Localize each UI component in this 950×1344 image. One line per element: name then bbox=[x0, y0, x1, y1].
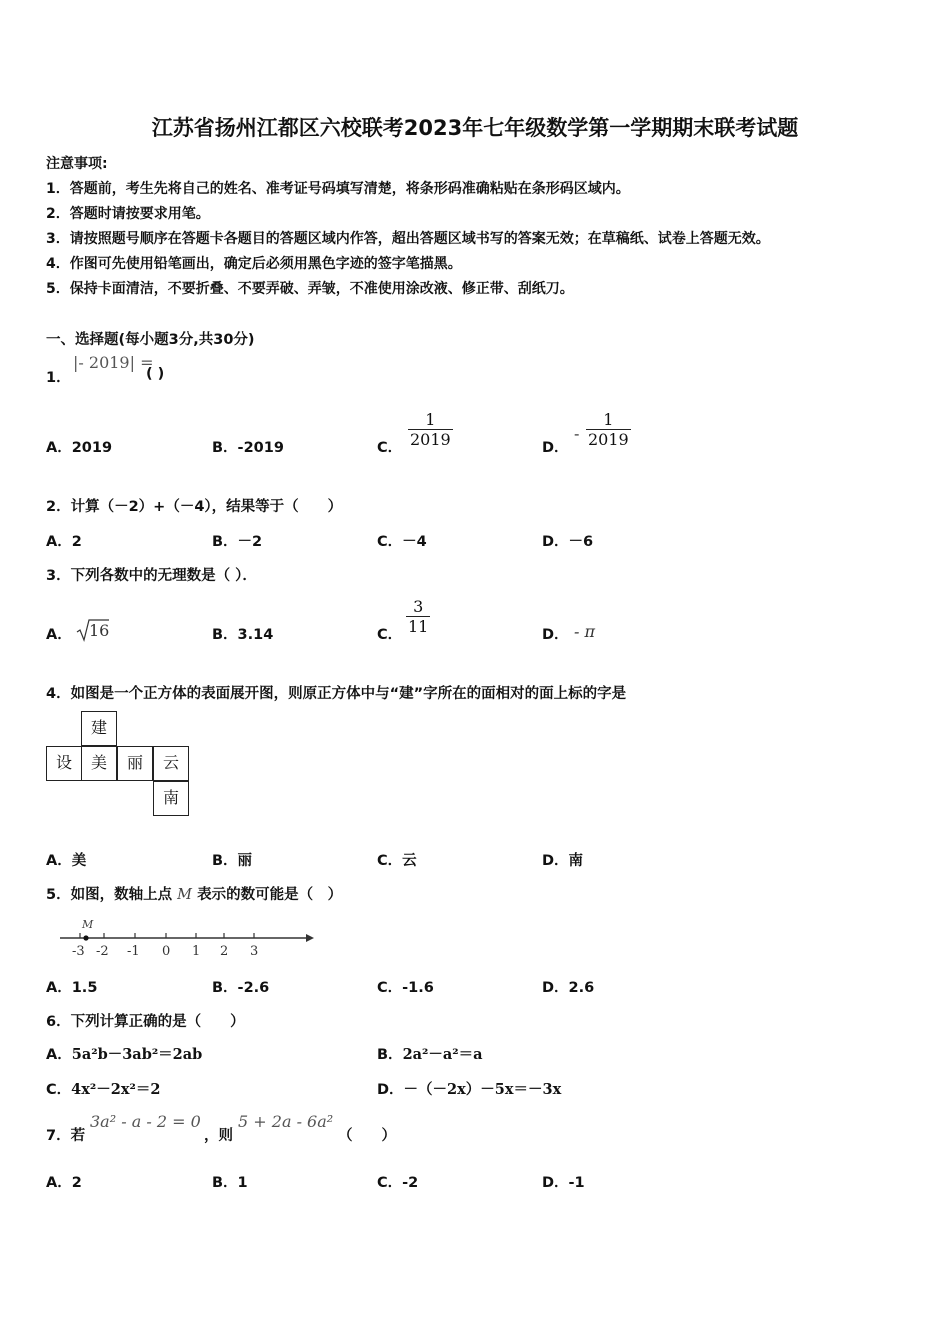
note-item-1: 1．答题前，考生先将自己的姓名、准考证号码填写清楚，将条形码准确粘贴在条形码区域内。 bbox=[46, 181, 630, 197]
q5-text-var: M bbox=[177, 887, 193, 903]
q3-c-denominator: 11 bbox=[408, 617, 429, 636]
q7-paren: （ ） bbox=[338, 1128, 396, 1144]
cube-face-1: 设 bbox=[46, 746, 82, 781]
q6-option-c bbox=[46, 1078, 160, 1099]
q2-text: 2．计算（－2）+（－4），结果等于（ ） bbox=[46, 499, 343, 515]
q5-option-c: C．-1.6 bbox=[377, 980, 434, 996]
q3-text: 3．下列各数中的无理数是（ ）． bbox=[46, 568, 257, 584]
q3-c-numerator: 3 bbox=[413, 597, 424, 616]
q4-option-c: C．云 bbox=[377, 853, 417, 869]
q7-mid-text: ，则 bbox=[204, 1128, 233, 1144]
q6-d-expr: －（－2x）－5x＝－3x bbox=[403, 1081, 562, 1098]
q6-text: 6．下列计算正确的是（ ） bbox=[46, 1014, 245, 1030]
note-item-3: 3．请按照题号顺序在答题卡各题目的答题区域内作答，超出答题区域书写的答案无效；在草稿纸、试卷上答题无效。 bbox=[46, 231, 770, 247]
q5-option-d: D．2.6 bbox=[542, 980, 595, 996]
q3-option-c-label: C． bbox=[377, 627, 403, 643]
q2-option-b: B．－2 bbox=[212, 534, 263, 550]
q5-option-b: B．-2.6 bbox=[212, 980, 270, 996]
q1-option-d-label: D． bbox=[542, 440, 569, 456]
q1-d-sign: - bbox=[574, 424, 580, 443]
q1-expression: |- 2019| = bbox=[73, 353, 154, 372]
note-item-4: 4．作图可先使用铅笔画出，确定后必须用黑色字迹的签字笔描黑。 bbox=[46, 256, 462, 272]
q6-option-b bbox=[377, 1043, 483, 1064]
number-line bbox=[56, 910, 318, 962]
q6-b-expr: 2a²－a²＝a bbox=[402, 1046, 483, 1063]
cube-face-bottom: 南 bbox=[153, 781, 189, 816]
q3-option-b: B．3.14 bbox=[212, 627, 274, 643]
q3-option-d-label: D． bbox=[542, 627, 569, 643]
q1-option-c-label: C． bbox=[377, 440, 403, 456]
tick-label: -1 bbox=[127, 944, 140, 959]
tick-label: 3 bbox=[250, 944, 259, 959]
q1-paren: ( ) bbox=[146, 366, 165, 382]
q1-d-numerator: 1 bbox=[603, 410, 614, 429]
q1-option-a: A．2019 bbox=[46, 440, 113, 456]
q7-option-d: D．-1 bbox=[542, 1175, 585, 1191]
q5-option-a: A．1.5 bbox=[46, 980, 98, 996]
q1-option-b: B．-2019 bbox=[212, 440, 284, 456]
q7-number: 7．若 bbox=[46, 1128, 86, 1144]
section-heading: 一、选择题(每小题3分,共30分) bbox=[46, 332, 255, 348]
q6-option-a bbox=[46, 1043, 202, 1064]
q6-c-expr: 4x²－2x²＝2 bbox=[71, 1081, 161, 1098]
page-title: 江苏省扬州江都区六校联考2023年七年级数学第一学期期末联考试题 bbox=[151, 116, 799, 140]
q1-number: 1． bbox=[46, 370, 71, 386]
q4-option-b: B．丽 bbox=[212, 853, 253, 869]
q6-a-label: A． bbox=[46, 1047, 72, 1063]
point-m-marker bbox=[83, 935, 88, 940]
q6-option-d bbox=[377, 1078, 561, 1099]
q2-option-c: C．－4 bbox=[377, 534, 427, 550]
cube-face-2: 美 bbox=[81, 746, 117, 781]
point-m-label: M bbox=[82, 918, 94, 931]
q2-option-d: D．－6 bbox=[542, 534, 594, 550]
tick-label: 0 bbox=[162, 944, 171, 959]
q1-d-denominator: 2019 bbox=[588, 430, 629, 449]
q6-d-label: D． bbox=[377, 1082, 404, 1098]
q3-d-value: - π bbox=[574, 622, 596, 641]
note-item-5: 5．保持卡面清洁，不要折叠、不要弄破、弄皱，不准使用涂改液、修正带、刮纸刀。 bbox=[46, 281, 574, 297]
q1-option-c-fraction bbox=[408, 410, 453, 449]
q4-option-a: A．美 bbox=[46, 853, 87, 869]
q7-expression-1: 3a² - a - 2 = 0 bbox=[90, 1112, 201, 1131]
q6-b-label: B． bbox=[377, 1047, 403, 1063]
q3-option-c-fraction bbox=[406, 597, 430, 636]
q3-option-a-label: A． bbox=[46, 627, 72, 643]
q7-option-c: C．-2 bbox=[377, 1175, 419, 1191]
q5-text-a: 5．如图，数轴上点 bbox=[46, 887, 173, 903]
notes-heading: 注意事项: bbox=[46, 156, 108, 172]
q4-text: 4．如图是一个正方体的表面展开图，则原正方体中与“建”字所在的面相对的面上标的字是 bbox=[46, 686, 627, 702]
q1-c-numerator: 1 bbox=[425, 410, 436, 429]
cube-face-3: 丽 bbox=[117, 746, 153, 781]
q2-option-a: A．2 bbox=[46, 534, 82, 550]
q1-option-d-fraction bbox=[586, 410, 631, 449]
q5-text-b: 表示的数可能是（ ） bbox=[197, 887, 343, 903]
q5-text bbox=[46, 883, 342, 904]
q7-expression-2: 5 + 2a - 6a² bbox=[238, 1112, 334, 1131]
q6-a-expr: 5a²b－3ab²＝2ab bbox=[71, 1046, 203, 1063]
cube-face-4: 云 bbox=[153, 746, 189, 781]
tick-label: -3 bbox=[72, 944, 85, 959]
q4-option-d: D．南 bbox=[542, 853, 584, 869]
q1-c-denominator: 2019 bbox=[410, 430, 451, 449]
q7-option-b: B．1 bbox=[212, 1175, 248, 1191]
note-item-2: 2．答题时请按要求用笔。 bbox=[46, 206, 210, 222]
tick-label: 2 bbox=[220, 944, 229, 959]
tick-label: -2 bbox=[96, 944, 109, 959]
q6-c-label: C． bbox=[46, 1082, 72, 1098]
q3-a-radicand: 16 bbox=[89, 621, 110, 640]
cube-face-top: 建 bbox=[81, 711, 117, 746]
tick-label: 1 bbox=[192, 944, 201, 959]
q7-option-a: A．2 bbox=[46, 1175, 82, 1191]
